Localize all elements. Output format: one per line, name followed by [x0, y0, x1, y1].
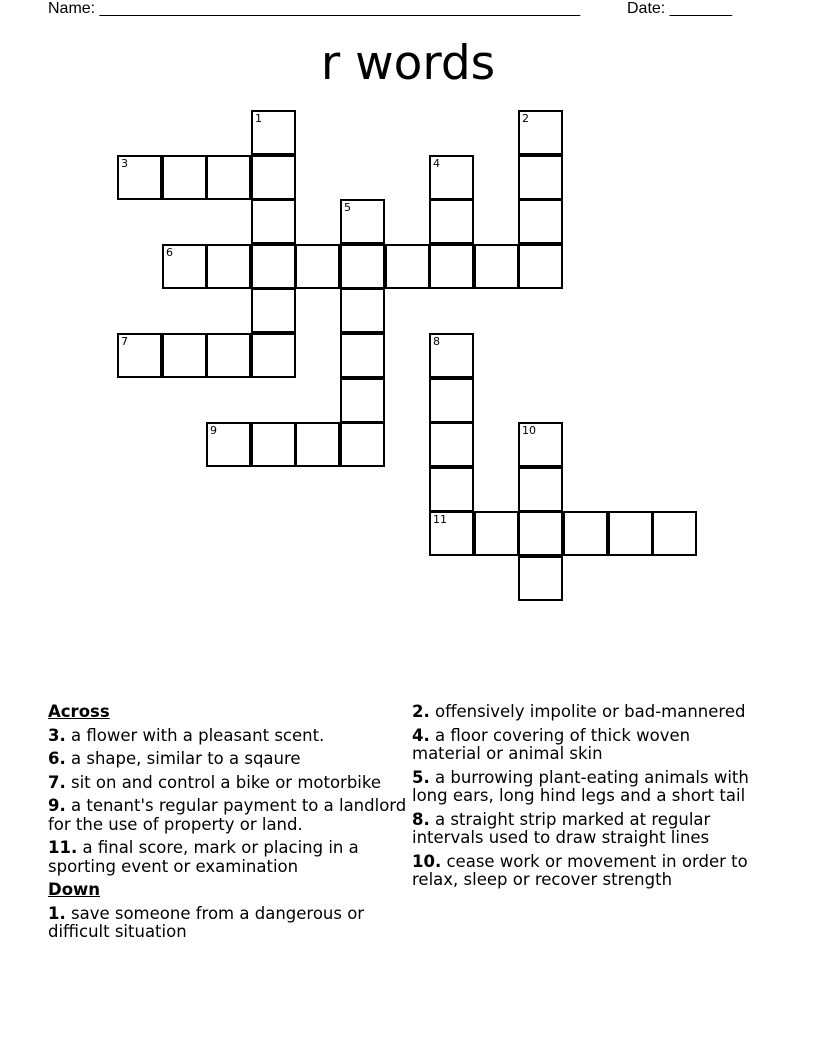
clue-text: offensively impolite or bad-mannered: [435, 702, 746, 721]
clue-text: a shape, similar to a sqaure: [71, 749, 301, 768]
clue-across-9: [48, 797, 408, 834]
grid-cell[interactable]: [251, 110, 296, 155]
grid-cell[interactable]: [429, 422, 474, 467]
grid-cell[interactable]: [429, 333, 474, 378]
clue-text: a tenant's regular payment to a landlord for the use of property or land.: [48, 796, 407, 834]
clue-number: 3.: [48, 725, 66, 745]
grid-cell[interactable]: [340, 199, 385, 244]
grid-cell[interactable]: [518, 556, 563, 601]
grid-cell[interactable]: [162, 155, 207, 200]
grid-cell[interactable]: [518, 467, 563, 512]
grid-cell[interactable]: [340, 333, 385, 378]
clue-number: 10.: [412, 851, 442, 871]
clue-text: cease work or movement in order to relax, sleep or recover strength: [412, 851, 748, 889]
grid-cell[interactable]: [518, 511, 563, 556]
cell-number: 9: [210, 424, 217, 437]
clues-left-column: [48, 703, 408, 947]
clue-number: 1.: [48, 903, 66, 923]
grid-cell[interactable]: [340, 288, 385, 333]
grid-cell[interactable]: [162, 333, 207, 378]
grid-cell[interactable]: [251, 422, 296, 467]
down-heading: Down: [48, 880, 101, 899]
grid-cell[interactable]: [429, 155, 474, 200]
grid-cell[interactable]: [429, 467, 474, 512]
grid-cell[interactable]: [251, 244, 296, 289]
grid-cell[interactable]: [429, 244, 474, 289]
name-field-label[interactable]: Name: ______________________________________________________: [48, 0, 581, 17]
clue-number: 6.: [48, 749, 66, 768]
grid-cell[interactable]: [251, 333, 296, 378]
cell-number: 4: [433, 157, 440, 170]
clue-number: 2.: [412, 702, 430, 721]
grid-cell[interactable]: [162, 244, 207, 289]
date-field-label[interactable]: Date: _______: [627, 0, 732, 17]
grid-cell[interactable]: [206, 333, 251, 378]
grid-cell[interactable]: [474, 511, 519, 556]
across-heading: Across: [48, 702, 110, 721]
grid-cell[interactable]: [518, 244, 563, 289]
clue-text: a straight strip marked at regular intervals used to draw straight lines: [412, 809, 711, 847]
grid-cell[interactable]: [518, 199, 563, 244]
clue-text: save someone from a dangerous or difficult situation: [48, 903, 365, 941]
cell-number: 6: [166, 246, 173, 259]
grid-cell[interactable]: [429, 378, 474, 423]
clue-number: 4.: [412, 725, 430, 745]
clue-down-1: [48, 905, 408, 942]
cell-number: 8: [433, 335, 440, 348]
clue-across-6: [48, 750, 408, 769]
grid-cell[interactable]: [251, 199, 296, 244]
grid-cell[interactable]: [474, 244, 519, 289]
grid-cell[interactable]: [340, 378, 385, 423]
grid-cell[interactable]: [518, 110, 563, 155]
clue-down-5: [412, 769, 757, 806]
clue-across-7: [48, 774, 408, 793]
cell-number: 1: [255, 112, 262, 125]
grid-cell[interactable]: [117, 155, 162, 200]
clues-right-column: [412, 703, 757, 895]
clue-down-4: [412, 727, 757, 764]
clue-down-10: [412, 853, 757, 890]
grid-cell[interactable]: [652, 511, 697, 556]
cell-number: 5: [344, 201, 351, 214]
grid-cell[interactable]: [295, 244, 340, 289]
grid-cell[interactable]: [117, 333, 162, 378]
clue-down-2: [412, 703, 757, 722]
grid-cell[interactable]: [608, 511, 653, 556]
grid-cell[interactable]: [295, 422, 340, 467]
cell-number: 7: [121, 335, 128, 348]
grid-cell[interactable]: [563, 511, 608, 556]
clue-text: a floor covering of thick woven material or animal skin: [412, 725, 691, 763]
grid-cell[interactable]: [251, 288, 296, 333]
cell-number: 11: [433, 513, 447, 526]
grid-cell[interactable]: [251, 155, 296, 200]
grid-cell[interactable]: [518, 155, 563, 200]
clue-number: 8.: [412, 809, 430, 829]
clue-text: a burrowing plant-eating animals with long ears, long hind legs and a short tail: [412, 767, 749, 805]
puzzle-title: r words: [320, 36, 496, 91]
grid-cell[interactable]: [206, 422, 251, 467]
clue-text: a final score, mark or placing in a sporting event or examination: [48, 838, 359, 876]
cell-number: 3: [121, 157, 128, 170]
cell-number: 10: [522, 424, 536, 437]
clue-across-11: [48, 839, 408, 876]
clue-down-8: [412, 811, 757, 848]
grid-cell[interactable]: [206, 155, 251, 200]
clue-number: 9.: [48, 796, 66, 815]
grid-cell[interactable]: [340, 422, 385, 467]
grid-cell[interactable]: [429, 199, 474, 244]
cell-number: 2: [522, 112, 529, 125]
clue-text: a flower with a pleasant scent.: [71, 725, 325, 745]
grid-cell[interactable]: [206, 244, 251, 289]
clue-number: 11.: [48, 838, 78, 857]
grid-cell[interactable]: [385, 244, 430, 289]
clue-number: 5.: [412, 767, 430, 787]
grid-cell[interactable]: [340, 244, 385, 289]
clue-number: 7.: [48, 772, 66, 792]
grid-cell[interactable]: [518, 422, 563, 467]
grid-cell[interactable]: [429, 511, 474, 556]
clue-text: sit on and control a bike or motorbike: [71, 772, 382, 792]
clue-across-3: [48, 727, 408, 746]
